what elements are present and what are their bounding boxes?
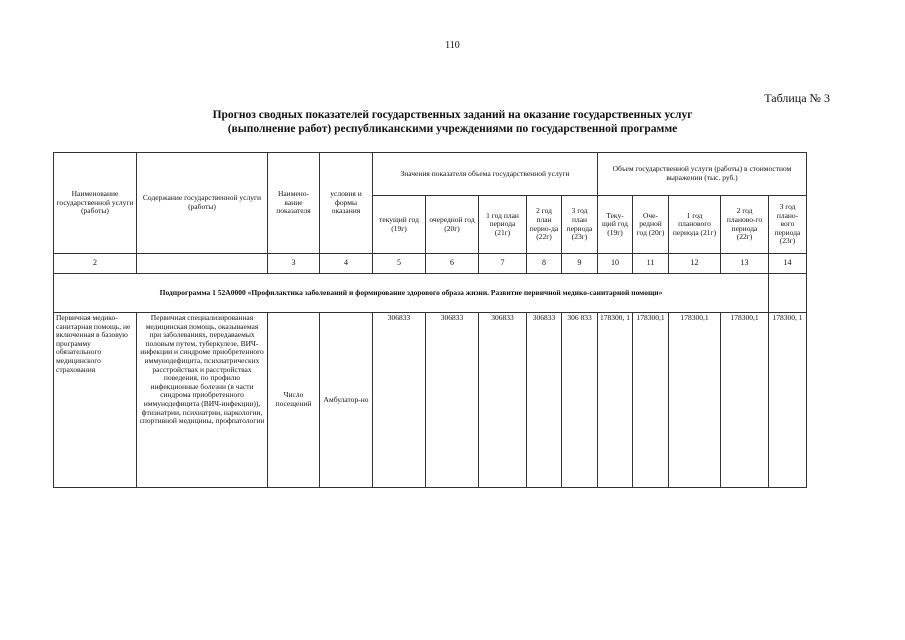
column-number — [137, 254, 268, 274]
header-service-content: Содержание государственной услуги (работы) — [137, 153, 268, 254]
header-volume-group: Значения показателя объема государственной услуги — [373, 153, 598, 196]
header-cost-col: Теку-щий год (19г) — [598, 196, 633, 254]
subprogram-row — [54, 274, 807, 313]
row-cost: 178300, 1 — [769, 313, 807, 488]
column-number: 4 — [320, 254, 373, 274]
column-number-row — [54, 254, 807, 274]
column-number: 6 — [426, 254, 479, 274]
column-number: 7 — [479, 254, 527, 274]
header-cost-col: 2 год планово-го периода (22г) — [721, 196, 769, 254]
row-volume: 306833 — [426, 313, 479, 488]
row-service-name: Первичная медико-санитарная помощь, не включенная в базовую программу обязательного медицинского страхования — [54, 313, 137, 488]
subprogram-title: Подпрограмма 1 52А0000 «Профилактика заболеваний и формирование здорового образа жизни. Развитие первичной медико-санитарной помощи» — [54, 274, 769, 313]
column-number: 5 — [373, 254, 426, 274]
column-number: 13 — [721, 254, 769, 274]
row-volume: 306833 — [479, 313, 527, 488]
column-number: 9 — [562, 254, 598, 274]
row-volume: 306833 — [527, 313, 562, 488]
header-volume-col: очередной год (20г) — [426, 196, 479, 254]
row-indicator: Число посещений — [268, 313, 320, 488]
header-cost-group: Объем государственной услуги (работы) в стоимостном выражении (тыс. руб.) — [598, 153, 807, 196]
header-service-name: Наименование государственной услуги (работы) — [54, 153, 137, 254]
row-volume: 306 833 — [562, 313, 598, 488]
title-line-1: Прогноз сводных показателей государственных заданий на оказание государственных услуг — [212, 109, 693, 121]
column-number: 2 — [54, 254, 137, 274]
header-volume-col: 2 год план перио-да (22г) — [527, 196, 562, 254]
header-cost-col: 3 год плано-вого периода (23г) — [769, 196, 807, 254]
forecast-table — [53, 152, 807, 488]
page-number: 110 — [445, 40, 460, 51]
document-title — [0, 108, 905, 136]
row-service-content: Первичная специализированная медицинская помощь, оказываемая при заболеваниях, передаваемых половым путем, туберкулезе, ВИЧ-инфекции и синдроме приобретенного иммунодефицита, психиатрических расстройствах и расстройствах поведения, по профилю инфекционные болезни (в части синдрома приобретенного иммунодефицита (ВИЧ-инфекции)), фтизиатрии, психиатрии, наркологии, спортивной медицины, профпатологии — [137, 313, 268, 488]
row-cost: 178300,1 — [721, 313, 769, 488]
header-indicator-name: Наимено-вание показателя — [268, 153, 320, 254]
column-number: 3 — [268, 254, 320, 274]
header-volume-col: 3 год план периода (23г) — [562, 196, 598, 254]
subprogram-empty-cell — [769, 274, 807, 313]
column-number: 10 — [598, 254, 633, 274]
row-cost: 178300,1 — [669, 313, 721, 488]
row-volume: 306833 — [373, 313, 426, 488]
row-cost: 178300, 1 — [598, 313, 633, 488]
table-number: Таблица № 3 — [764, 91, 830, 105]
header-volume-col: 1 год план периода (21г) — [479, 196, 527, 254]
table-row — [54, 313, 807, 488]
column-number: 14 — [769, 254, 807, 274]
column-number: 12 — [669, 254, 721, 274]
header-conditions: условия и формы оказания — [320, 153, 373, 254]
header-cost-col: Оче-редной год (20г) — [633, 196, 669, 254]
header-volume-col: текущий год (19г) — [373, 196, 426, 254]
row-cost: 178300,1 — [633, 313, 669, 488]
column-number: 11 — [633, 254, 669, 274]
header-cost-col: 1 год планового периода (21г) — [669, 196, 721, 254]
column-number: 8 — [527, 254, 562, 274]
title-line-2: (выполнение работ) республиканскими учреждениями по государственной программе — [227, 123, 678, 135]
row-conditions: Амбулатор-но — [320, 313, 373, 488]
